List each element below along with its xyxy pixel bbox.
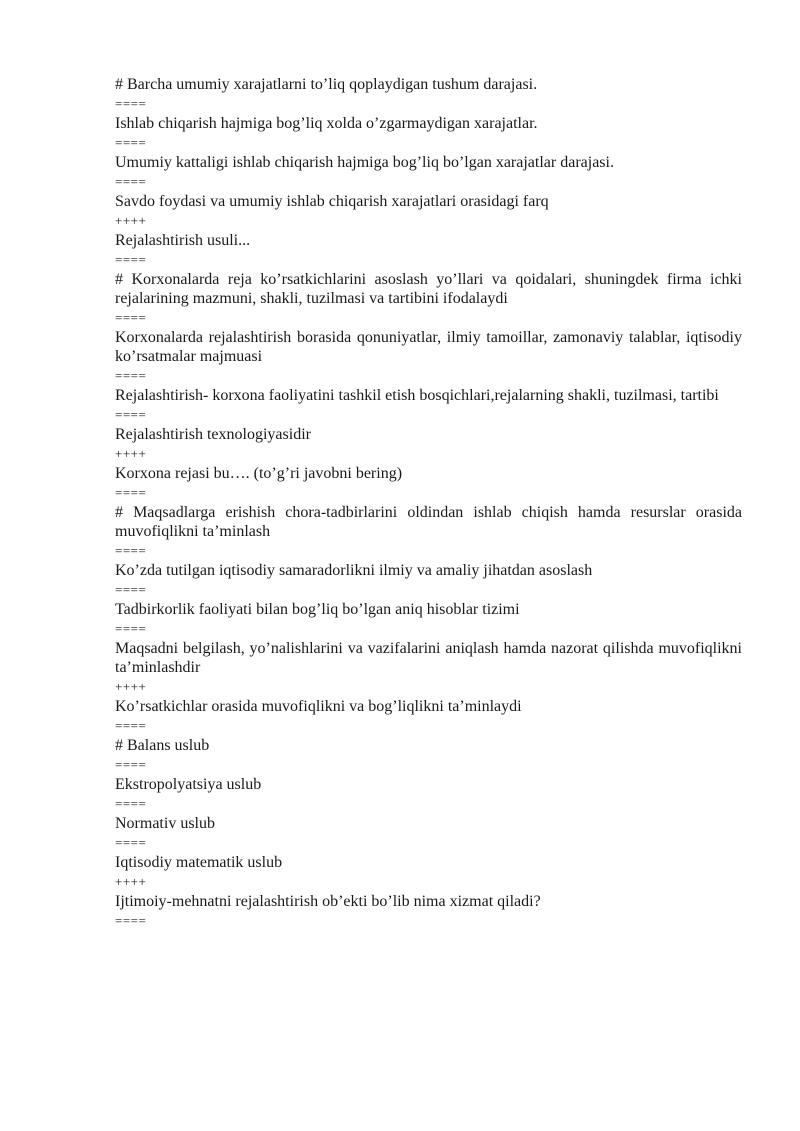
text-line: # Barcha umumiy xarajatlarni to’liq qoplaydigan tushum darajasi. <box>115 76 538 93</box>
text-line: # Korxonalarda reja ko’rsatkichlarini asoslash yo’llari va qoidalari, shuningdek firma ichki rejalarining mazmuni, shakli, tuzilmasi va tartibini ifodalaydi <box>115 271 742 307</box>
separator-line: ==== <box>115 913 147 928</box>
text-line: Maqsadni belgilash, yo’nalishlarini va vazifalarini aniqlash hamda nazorat qilishda muvofiqlikni ta’minlashdir <box>115 640 742 676</box>
separator-line: ==== <box>115 796 147 811</box>
separator-line: ==== <box>115 174 147 189</box>
separator-line: ==== <box>115 96 147 111</box>
separator-line: ==== <box>115 718 147 733</box>
text-line: Ekstropolyatsiya uslub <box>115 776 262 793</box>
text-line: Rejalashtirish- korxona faoliyatini tashkil etish bosqichlari,rejalarning shakli, tuzilmasi, tartibi <box>115 387 719 404</box>
separator-line: ++++ <box>115 446 147 461</box>
document-page <box>115 75 742 931</box>
separator-line: ==== <box>115 310 147 325</box>
separator-line: ++++ <box>115 213 147 228</box>
separator-line: ==== <box>115 485 147 500</box>
separator-line: ++++ <box>115 874 147 889</box>
separator-line: ==== <box>115 543 147 558</box>
text-line: Iqtisodiy matematik uslub <box>115 854 283 871</box>
text-line: Ko’rsatkichlar orasida muvofiqlikni va bog’liqlikni ta’minlaydi <box>115 698 522 715</box>
text-line: Rejalashtirish usuli... <box>115 232 251 249</box>
text-line: Korxonalarda rejalashtirish borasida qonuniyatlar, ilmiy tamoillar, zamonaviy talablar, iqtisodiy ko’rsatmalar majmuasi <box>115 329 742 365</box>
separator-line: ==== <box>115 368 147 383</box>
separator-line: ==== <box>115 407 147 422</box>
text-line: Ishlab chiqarish hajmiga bog’liq xolda o’zgarmaydigan xarajatlar. <box>115 115 538 132</box>
separator-line: ==== <box>115 757 147 772</box>
text-line: Ko’zda tutilgan iqtisodiy samaradorlikni ilmiy va amaliy jihatdan asoslash <box>115 562 593 579</box>
text-line: Ijtimoiy-mehnatni rejalashtirish ob’ekti bo’lib nima xizmat qiladi? <box>115 893 541 910</box>
text-line: # Balans uslub <box>115 737 210 754</box>
text-line: Umumiy kattaligi ishlab chiqarish hajmiga bog’liq bo’lgan xarajatlar darajasi. <box>115 154 614 171</box>
separator-line: ++++ <box>115 679 147 694</box>
text-line: Normativ uslub <box>115 815 215 832</box>
separator-line: ==== <box>115 835 147 850</box>
text-line: Rejalashtirish texnologiyasidir <box>115 426 311 443</box>
text-line: # Maqsadlarga erishish chora-tadbirlarini oldindan ishlab chiqish hamda resurslar orasida muvofiqlikni ta’minlash <box>115 504 742 540</box>
separator-line: ==== <box>115 621 147 636</box>
separator-line: ==== <box>115 135 147 150</box>
text-line: Savdo foydasi va umumiy ishlab chiqarish xarajatlari orasidagi farq <box>115 193 549 210</box>
separator-line: ==== <box>115 252 147 267</box>
separator-line: ==== <box>115 582 147 597</box>
text-line: Tadbirkorlik faoliyati bilan bog’liq bo’lgan aniq hisoblar tizimi <box>115 601 520 618</box>
text-line: Korxona rejasi bu…. (to’g’ri javobni bering) <box>115 465 403 482</box>
